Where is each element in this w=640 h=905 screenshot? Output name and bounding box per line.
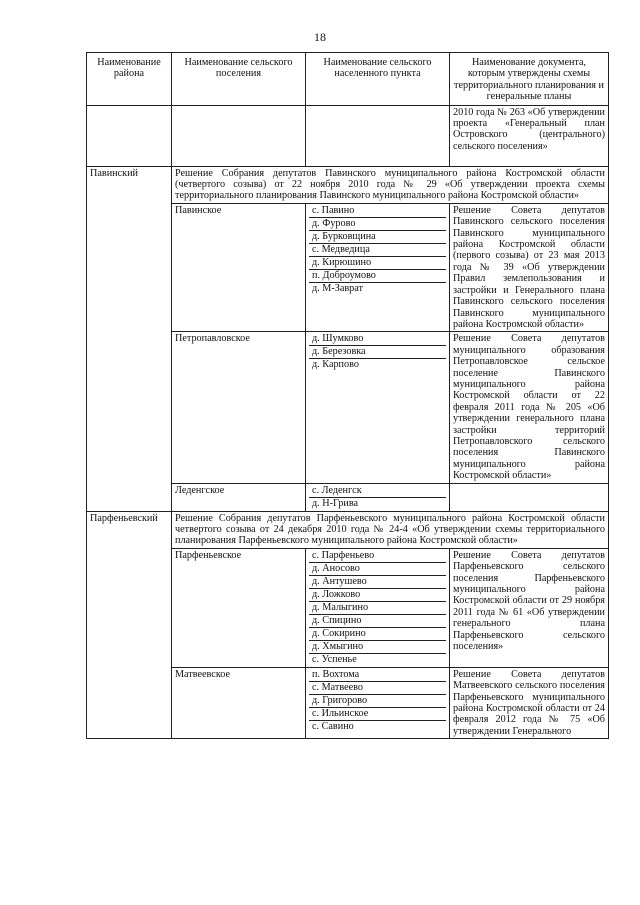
continuation-row [87, 105, 609, 166]
district-name: Парфеньевский [87, 511, 172, 739]
header-document: Наименование документа, которым утверждены схемы территориального планирования и генеральные планы [450, 53, 609, 106]
locality-item: д. Бурковщина [309, 231, 446, 244]
settlement-document: Решение Совета депутатов Матвеевского сельского поселения Парфеньевского муниципального района Костромской области от 24 февраля 2012 года № 75 «Об утверждении Генерального [450, 667, 609, 738]
locality-item: с. Павино [309, 205, 446, 218]
settlement-document: Решение Совета депутатов Парфеньевского сельского поселения Парфеньевского муниципального района Костромской области от 29 ноября 2011 года № 61 «Об утверждении генерального плана Парфеньевского сельского поселения» [450, 548, 609, 667]
locality-list [306, 483, 450, 511]
district-row [87, 166, 609, 203]
continuation-document: 2010 года № 263 «Об утверждении проекта «Генеральный план Островского (центрального) сельского поселения» [450, 105, 609, 166]
locality-item: д. Березовка [309, 346, 446, 359]
district-row [87, 511, 609, 548]
locality-item: с. Успенье [312, 653, 357, 665]
locality-item: д. Кирюшино [309, 257, 446, 270]
locality-item: п. Доброумово [309, 270, 446, 283]
table-header-row [87, 53, 609, 106]
locality-item: д. Антушево [309, 576, 446, 589]
settlement-name: Матвеевское [172, 667, 306, 738]
locality-list [306, 332, 450, 483]
district-decision: Решение Собрания депутатов Парфеньевского муниципального района Костромской области четвертого созыва от 24 декабря 2010 года № 24-4 «Об утверждении схемы территориального планирования Парфеньевского муниципального района Костромской области» [172, 511, 609, 548]
locality-list [306, 667, 450, 738]
district-name: Павинский [87, 166, 172, 511]
settlement-document: Решение Совета депутатов муниципального образования Петропавловское сельское поселение Павинского муниципального района Костромской области от 22 февраля 2011 года № 205 «Об утверждении генерального плана застройки территорий Петропавловского сельского поселения Павинского муниципального района Костромской области» [450, 332, 609, 483]
locality-item: д. Фурово [309, 218, 446, 231]
locality-item: с. Парфеньево [309, 550, 446, 563]
locality-item: п. Вохтома [309, 669, 446, 682]
empty-cell [172, 105, 306, 166]
locality-item: с. Ильинское [309, 708, 446, 721]
locality-item: д. Спицино [309, 615, 446, 628]
locality-item: д. Шумково [309, 333, 446, 346]
settlement-name: Павинское [172, 203, 306, 331]
locality-item: д. Малыгино [309, 602, 446, 615]
locality-item: д. Григорово [309, 695, 446, 708]
settlement-name: Леденгское [172, 483, 306, 511]
district-decision: Решение Собрания депутатов Павинского муниципального района Костромской области (четвертого созыва) от 22 ноября 2010 года № 29 «Об утверждении проекта схемы территориального планирования Павинского муниципального района Костромской области» [172, 166, 609, 203]
locality-item: с. Медведица [309, 244, 446, 257]
locality-item: д. Н-Грива [312, 497, 359, 509]
header-settlement: Наименование сельского поселения [172, 53, 306, 106]
locality-list [306, 203, 450, 331]
empty-cell [306, 105, 450, 166]
settlement-document: Решение Совета депутатов Павинского сельского поселения Павинского муниципального района Костромской области (первого созыва) от 23 мая 2013 года № 39 «Об утверждении Правил землепользования и застройки и Генерального плана Павинского сельского поселения Павинского муниципального района Костромской области» [450, 203, 609, 331]
locality-item: д. М-Заврат [312, 282, 363, 294]
locality-item: с. Савино [312, 720, 354, 732]
header-locality: Наименование сельского населенного пункта [306, 53, 450, 106]
empty-cell [87, 105, 172, 166]
locality-list [306, 548, 450, 667]
locality-item: д. Хмыгино [309, 641, 446, 654]
locality-item: с. Матвеево [309, 682, 446, 695]
header-district: Наименование района [87, 53, 172, 106]
settlement-document [450, 483, 609, 511]
locality-item: д. Сокирино [309, 628, 446, 641]
page-number: 18 [314, 30, 326, 44]
locality-item: д. Аносово [309, 563, 446, 576]
settlement-name: Парфеньевское [172, 548, 306, 667]
locality-item: д. Карпово [312, 359, 359, 371]
locality-item: д. Ложково [309, 589, 446, 602]
settlements-table [86, 52, 609, 739]
locality-item: с. Леденгск [309, 485, 446, 498]
settlement-name: Петропавловское [172, 332, 306, 483]
